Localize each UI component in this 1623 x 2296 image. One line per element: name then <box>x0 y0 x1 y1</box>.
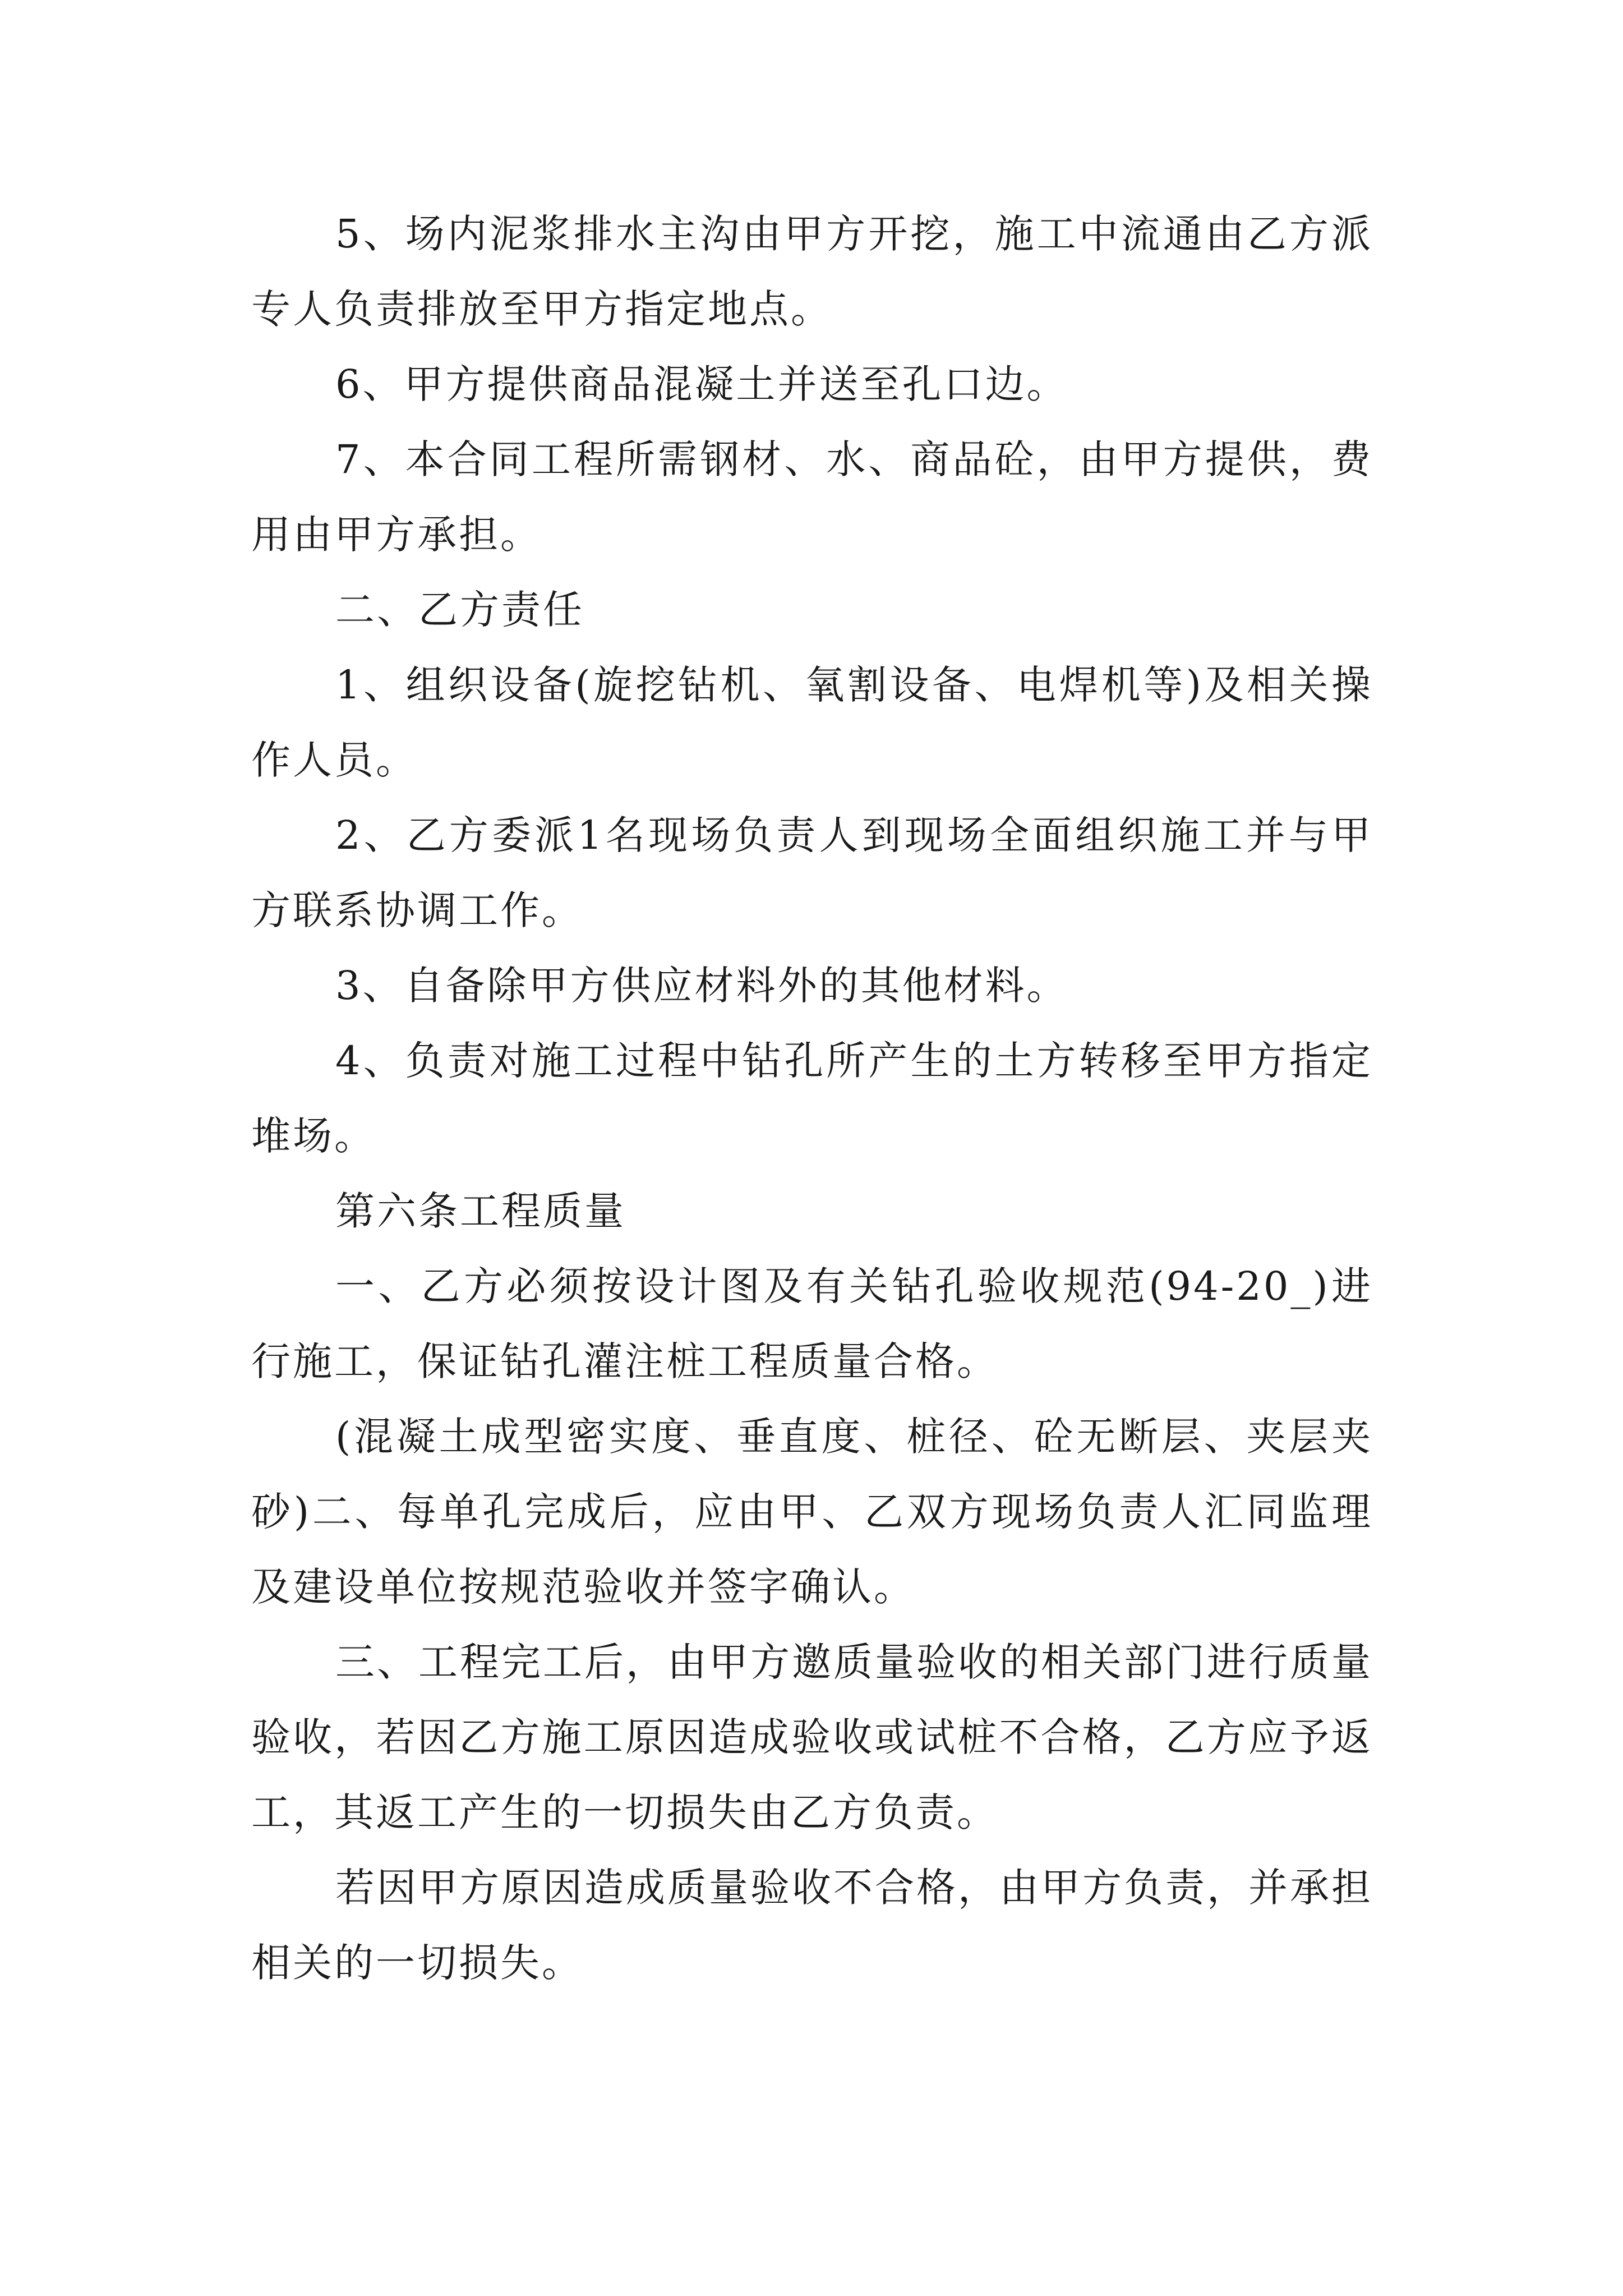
paragraph-concrete-supply: 6、甲方提供商品混凝土并送至孔口边。 <box>335 361 1068 407</box>
paragraph-drainage: 5、场内泥浆排水主沟由甲方开挖，施工中流通由乙方派专人负责排放至甲方指定地点。 <box>251 211 1373 332</box>
article-heading-quality: 第六条工程质量 <box>335 1188 626 1234</box>
paragraph-other-materials: 3、自备除甲方供应材料外的其他材料。 <box>335 963 1068 1009</box>
document-body <box>251 196 1373 2000</box>
paragraph-party-a-liability: 若因甲方原因造成质量验收不合格，由甲方负责，并承担相关的一切损失。 <box>251 1865 1373 1986</box>
paragraph-materials-cost: 7、本合同工程所需钢材、水、商品砼，由甲方提供，费用由甲方承担。 <box>251 436 1373 558</box>
paragraph-equipment: 1、组织设备(旋挖钻机、氧割设备、电焊机等)及相关操作人员。 <box>251 662 1373 783</box>
paragraph-hole-acceptance: (混凝土成型密实度、垂直度、桩径、砼无断层、夹层夹砂)二、每单孔完成后，应由甲、乙双方现场负责人汇同监理及建设单位按规范验收并签字确认。 <box>251 1414 1373 1610</box>
paragraph-quality-standard: 一、乙方必须按设计图及有关钻孔验收规范(94-20_)进行施工，保证钻孔灌注桩工程质量合格。 <box>251 1263 1373 1384</box>
paragraph-completion-acceptance: 三、工程完工后，由甲方邀质量验收的相关部门进行质量验收，若因乙方施工原因造成验收或试桩不合格，乙方应予返工，其返工产生的一切损失由乙方负责。 <box>251 1639 1373 1835</box>
section-heading-party-b: 二、乙方责任 <box>335 587 584 633</box>
paragraph-earthwork: 4、负责对施工过程中钻孔所产生的土方转移至甲方指定堆场。 <box>251 1038 1373 1159</box>
paragraph-site-manager: 2、乙方委派1名现场负责人到现场全面组织施工并与甲方联系协调工作。 <box>251 812 1373 933</box>
